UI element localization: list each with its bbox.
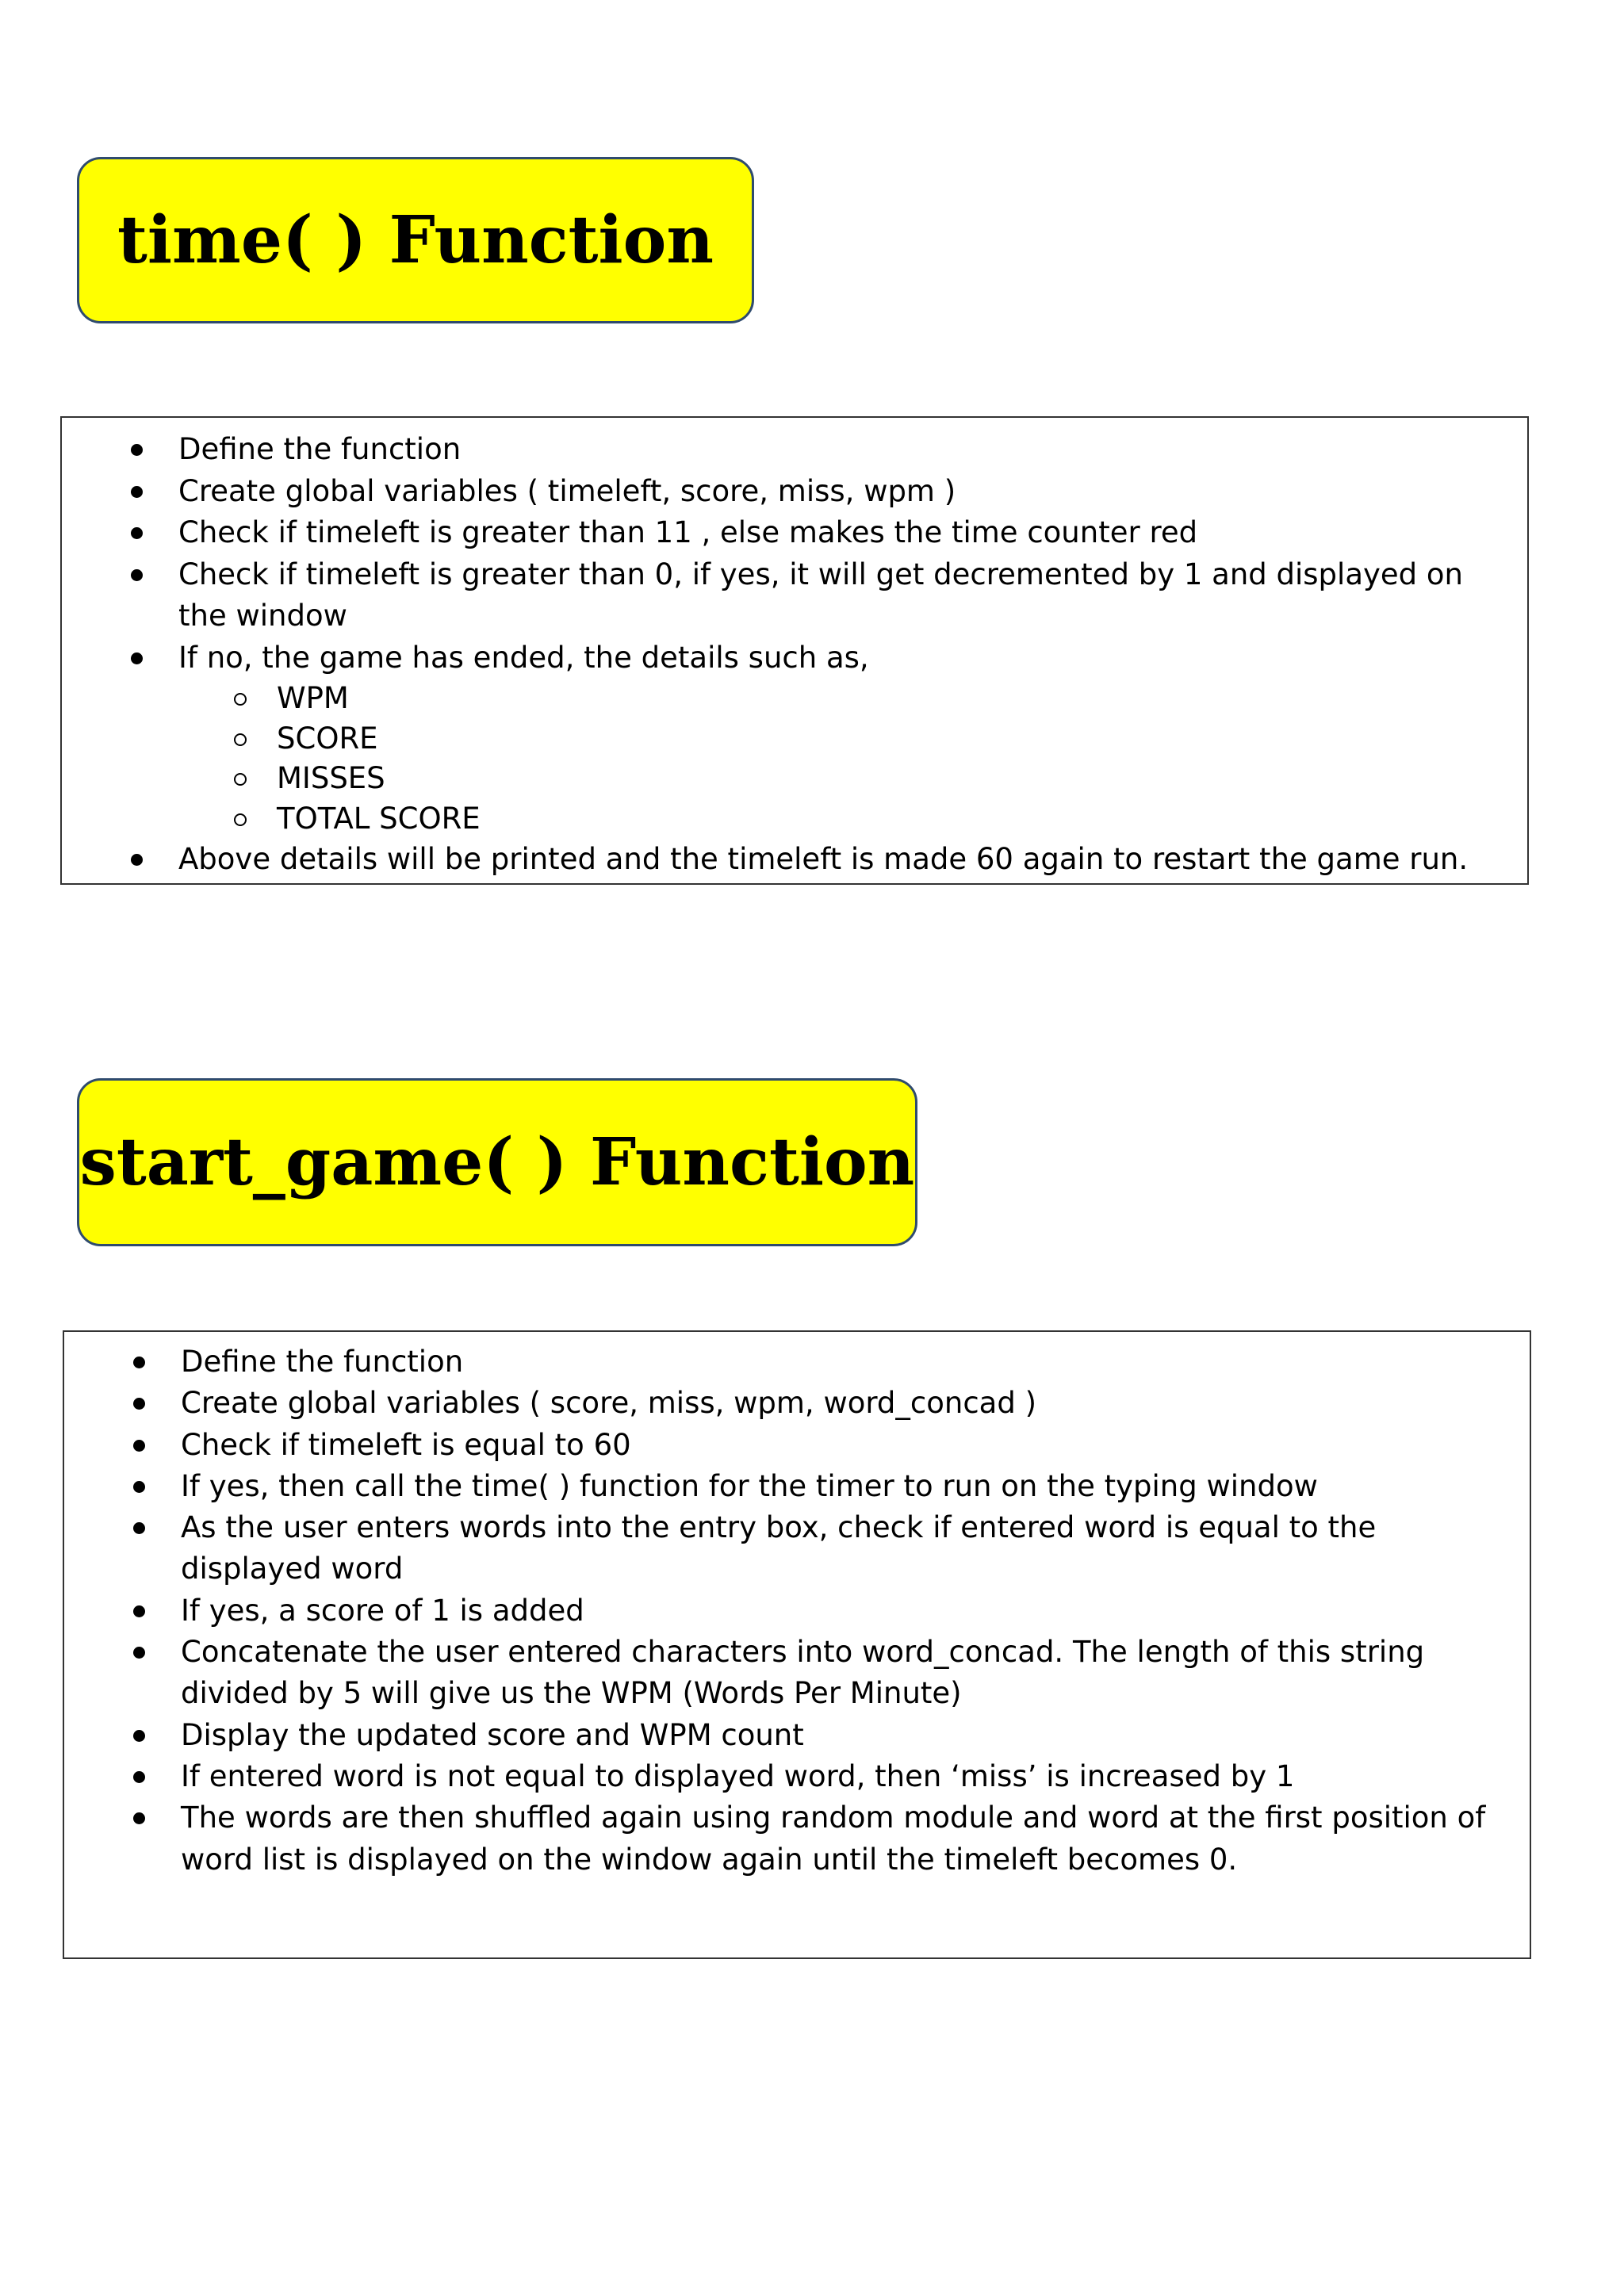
- sub-list-item-text: SCORE: [277, 721, 378, 756]
- bullet-icon: [133, 1647, 145, 1659]
- bullet-icon: [133, 1481, 145, 1493]
- bullet-icon: [133, 1398, 145, 1410]
- list-item: [64, 1756, 1530, 1797]
- section-content-box: [63, 1330, 1531, 1959]
- section-content-box: [60, 416, 1529, 885]
- list-item: [64, 1590, 1530, 1632]
- bullet-icon: [133, 1440, 145, 1452]
- list-item: [64, 1383, 1530, 1424]
- bullet-list: [64, 1341, 1530, 1881]
- bullet-icon: [131, 854, 143, 866]
- list-item: [62, 839, 1527, 881]
- section-title-box: [77, 157, 754, 323]
- list-item: [64, 1341, 1530, 1383]
- list-item: [64, 1507, 1530, 1590]
- sub-list-item: [178, 759, 1496, 799]
- circle-bullet-icon: [234, 813, 247, 826]
- list-item-text: Display the updated score and WPM count: [181, 1717, 804, 1752]
- sub-list-item: [178, 679, 1496, 719]
- bullet-icon: [131, 486, 143, 498]
- list-item: [64, 1466, 1530, 1507]
- bullet-icon: [131, 444, 143, 456]
- section-title: time( ) Function: [117, 202, 714, 278]
- circle-bullet-icon: [234, 733, 247, 746]
- bullet-icon: [133, 1771, 145, 1783]
- list-item: [62, 512, 1527, 554]
- bullet-icon: [133, 1605, 145, 1617]
- list-item-text: As the user enters words into the entry box, check if entered word is equal to the displayed word: [181, 1510, 1377, 1586]
- list-item-text: Define the function: [178, 432, 462, 466]
- list-item: [64, 1632, 1530, 1715]
- bullet-icon: [133, 1522, 145, 1534]
- section-title: start_game( ) Function: [79, 1124, 915, 1200]
- list-item: [64, 1797, 1530, 1881]
- list-item-text: If no, the game has ended, the details such as,: [178, 640, 869, 675]
- list-item-text: If entered word is not equal to displayed word, then ‘miss’ is increased by 1: [181, 1758, 1295, 1793]
- list-item-text: If yes, then call the time( ) function for the timer to run on the typing window: [181, 1468, 1318, 1503]
- list-item-text: Define the function: [181, 1345, 464, 1379]
- sub-list-item-text: MISSES: [277, 761, 385, 795]
- list-item-text: Create global variables ( timeleft, score, miss, wpm ): [178, 473, 956, 508]
- list-item-text: Above details will be printed and the timeleft is made 60 again to restart the game run.: [178, 842, 1469, 876]
- sub-list-item: [178, 799, 1496, 840]
- sub-list-item: [178, 719, 1496, 760]
- list-item-text: If yes, a score of 1 is added: [181, 1593, 584, 1628]
- list-item: [62, 637, 1527, 840]
- circle-bullet-icon: [234, 693, 247, 706]
- section-title-box: [77, 1078, 917, 1246]
- bullet-icon: [131, 527, 143, 539]
- list-item: [62, 471, 1527, 513]
- list-item-text: The words are then shuffled again using random module and word at the first position of word list is displayed on the window again until the timeleft becomes 0.: [181, 1800, 1486, 1877]
- sub-list: [178, 679, 1496, 839]
- list-item: [64, 1425, 1530, 1466]
- circle-bullet-icon: [234, 773, 247, 786]
- sub-list-item-text: TOTAL SCORE: [277, 801, 481, 836]
- list-item-text: Check if timeleft is equal to 60: [181, 1427, 631, 1462]
- list-item-text: Create global variables ( score, miss, wpm, word_concad ): [181, 1386, 1037, 1421]
- list-item: [62, 554, 1527, 637]
- bullet-list: [62, 429, 1527, 881]
- bullet-icon: [131, 569, 143, 581]
- bullet-icon: [133, 1812, 145, 1824]
- bullet-icon: [131, 652, 143, 664]
- sub-list-item-text: WPM: [277, 681, 349, 715]
- list-item: [64, 1715, 1530, 1756]
- bullet-icon: [133, 1357, 145, 1368]
- list-item-text: Concatenate the user entered characters into word_concad. The length of this string divided by 5 will give us the WPM (Words Per Minute): [181, 1635, 1425, 1711]
- list-item-text: Check if timeleft is greater than 11 , else makes the time counter red: [178, 515, 1198, 549]
- bullet-icon: [133, 1730, 145, 1742]
- list-item-text: Check if timeleft is greater than 0, if yes, it will get decremented by 1 and displayed on the window: [178, 557, 1463, 633]
- list-item: [62, 429, 1527, 471]
